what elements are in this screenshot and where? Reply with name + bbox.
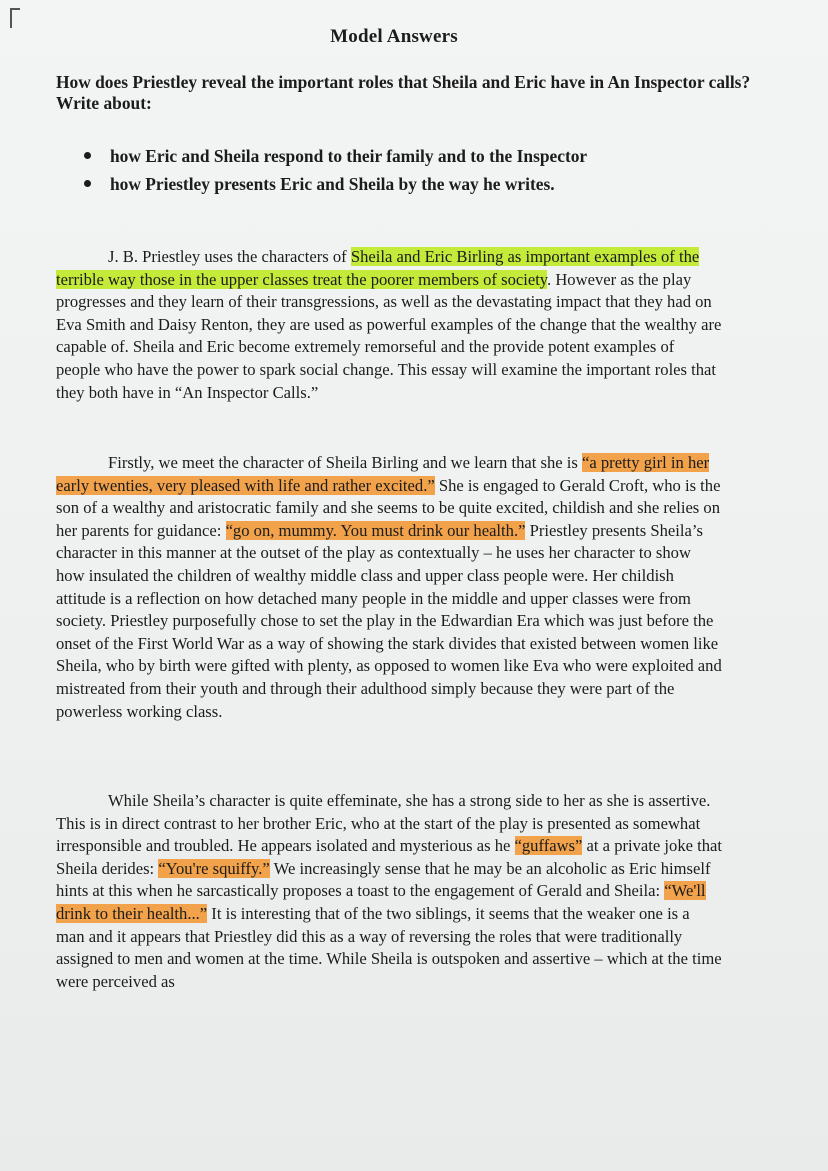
page-title: Model Answers	[330, 26, 458, 47]
text-run: We increasingly sense that he may be an alcoholic as Eric himself hints at this when he sarcastically proposes a toast to the engagement of Gerald and Sheila:	[56, 858, 711, 901]
paragraph-sheila	[56, 452, 722, 723]
text-run: at a private joke that Sheila derides:	[56, 836, 723, 878]
text-run: . However as the play progresses and they learn of their transgressions, as well as the devastating impact that they had on Eva Smith and Daisy Renton, they are used as powerful examples of the change that the wealthy are capable of. Sheila and Eric become extremely remorseful and the provide potent examples of people who have the power to spark social change. This essay will examine the important roles that they both have in “An Inspector Calls.”	[56, 269, 722, 402]
text-run: It is interesting that of the two siblings, it seems that the weaker one is a man and it appears that Priestley did this as a way of reversing the roles that were traditionally assigned to men and women at the time. While Sheila is outspoken and assertive – which at the time were perceived as	[56, 903, 722, 991]
highlighted-quote: Sheila and Eric Birling as important examples of the terrible way those in the upper classes treat the poorer members of society	[56, 247, 700, 289]
paragraph-eric	[56, 790, 722, 993]
text-run: She is engaged to Gerald Croft, who is the son of a wealthy and aristocratic family and she seems to be quite excited, childish and she relies on her parents for guidance:	[56, 475, 721, 540]
text-run: While Sheila’s character is quite effeminate, she has a strong side to her as she is assertive. This is in direct contrast to her brother Eric, who at the start of the play is presented as somewhat irresponsible and troubled. He appears isolated and mysterious as he	[56, 791, 711, 856]
bullet-item: how Priestley presents Eric and Sheila by the way he writes.	[84, 170, 744, 198]
question-instruction: Write about:	[56, 93, 152, 113]
question-text: How does Priestley reveal the important roles that Sheila and Eric have in An Inspector calls?	[56, 72, 751, 92]
page-corner-mark	[10, 8, 20, 28]
highlighted-quote: “We'll drink to their health...”	[56, 881, 706, 923]
highlighted-quote: “a pretty girl in her early twenties, very pleased with life and rather excited.”	[56, 453, 710, 495]
text-run: Priestley presents Sheila’s character in this manner at the outset of the play as contextually – he uses her character to show how insulated the children of wealthy middle class and upper class people were. Her childish attitude is a reflection on how detached many people in the middle and upper classes were from society. Priestley purposefully chose to set the play in the Edwardian Era which was just before the onset of the First World War as a way of showing the stark divides that existed between women like Sheila, who by birth were gifted with plenty, as opposed to women like Eva who were exploited and mistreated from their youth and through their adulthood simply because they were part of the powerless working class.	[56, 520, 722, 721]
highlighted-quote: “go on, mummy. You must drink our health.”	[225, 520, 526, 540]
text-run: J. B. Priestley uses the characters of	[108, 247, 351, 266]
question-bullets	[84, 142, 744, 198]
essay-question	[56, 72, 756, 114]
highlighted-quote: “You're squiffy.”	[158, 858, 270, 878]
paragraph-introduction	[56, 246, 722, 404]
highlighted-quote: “guffaws”	[514, 836, 583, 856]
text-run: Firstly, we meet the character of Sheila Birling and we learn that she is	[108, 453, 582, 472]
bullet-item: how Eric and Sheila respond to their family and to the Inspector	[84, 142, 744, 170]
